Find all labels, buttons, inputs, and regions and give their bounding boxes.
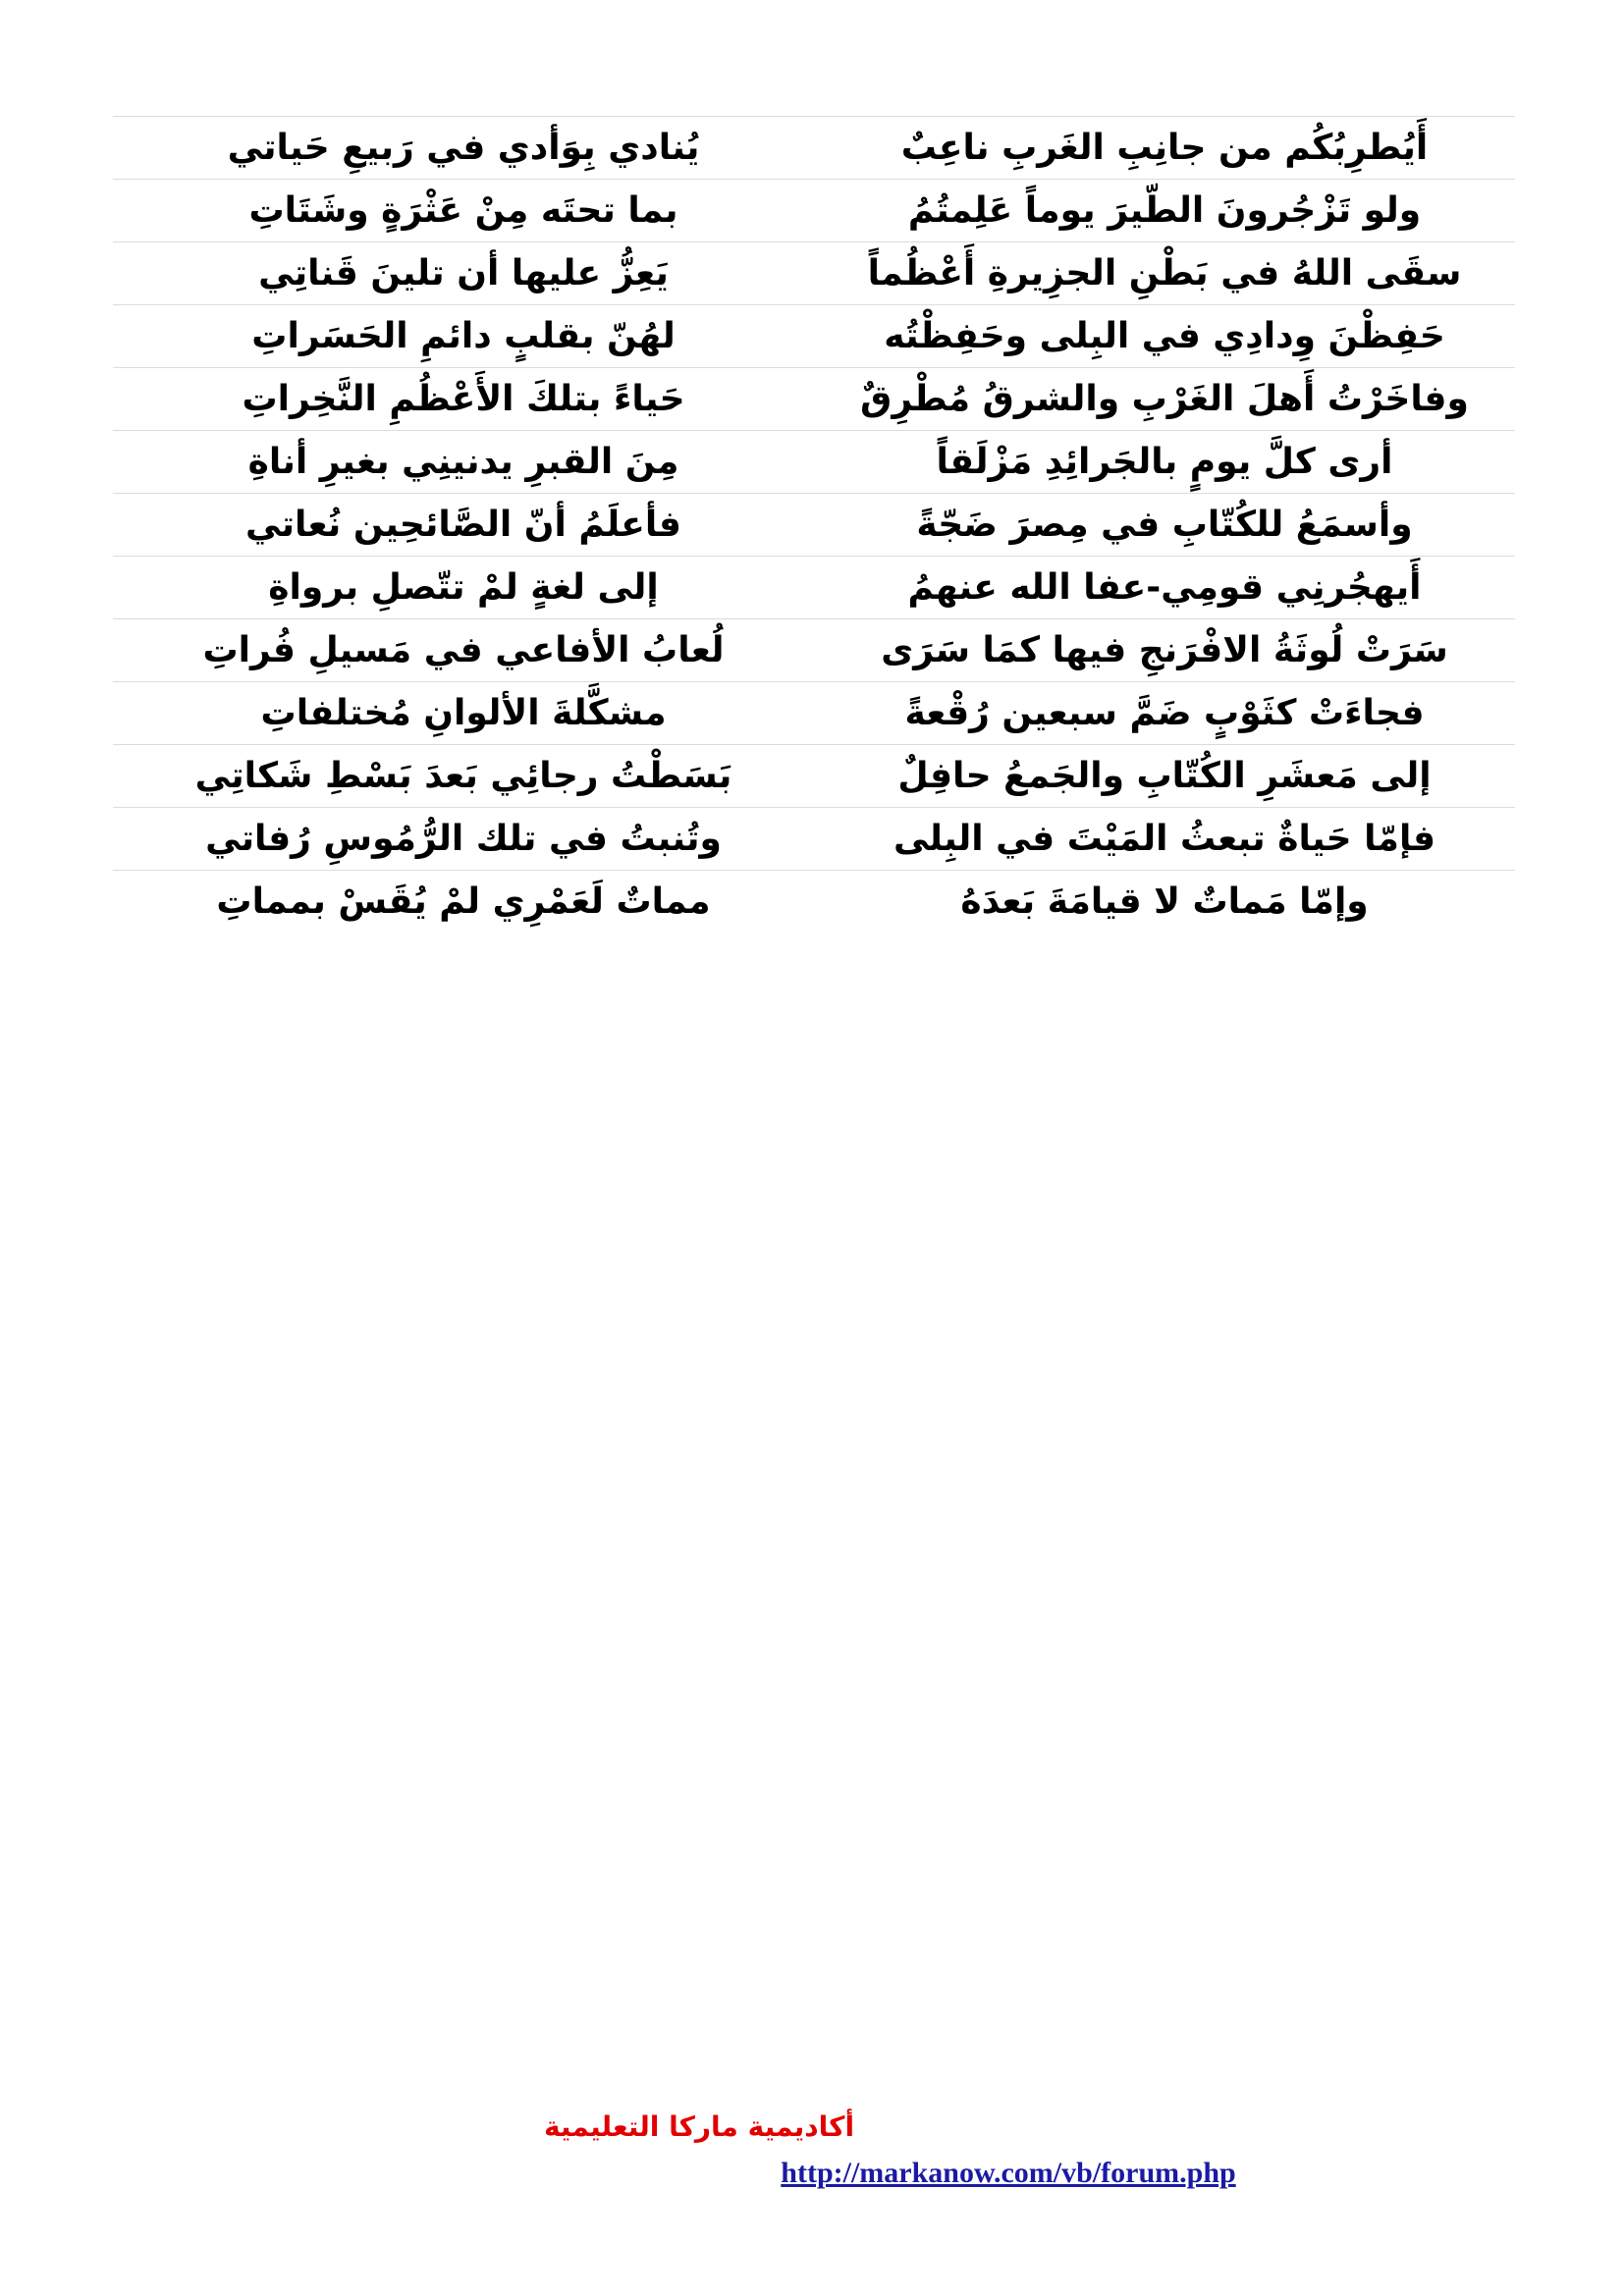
verse-row xyxy=(113,681,1515,744)
verse-row xyxy=(113,493,1515,556)
verse-first-hemistich: ولو تَزْجُرونَ الطّيرَ يوماً عَلِمتُمُ xyxy=(907,189,1422,231)
verse-row xyxy=(113,870,1515,933)
verse-first-hemistich: أَيهجُرنِي قومِي-عفا الله عنهمُ xyxy=(907,566,1422,608)
footer-link[interactable]: http://markanow.com/vb/forum.php xyxy=(781,2157,1236,2189)
verse-first-hemistich: وأسمَعُ للكُتّابِ في مِصرَ ضَجّةً xyxy=(916,504,1413,545)
verse-second-hemistich: يَعِزُّ عليها أن تلينَ قَناتِي xyxy=(258,252,669,294)
verse-row xyxy=(113,430,1515,493)
verse-first-hemistich: وإمّا مَماتٌ لا قيامَةَ بَعدَهُ xyxy=(960,881,1369,922)
verse-row xyxy=(113,807,1515,870)
verse-second-hemistich: لهُنّ بقلبٍ دائمِ الحَسَراتِ xyxy=(251,315,676,356)
verse-second-hemistich: فأعلَمُ أنّ الصَّائحِين نُعاتي xyxy=(245,504,681,545)
verse-second-hemistich: حَياءً بتلكَ الأَعْظُمِ النَّخِراتِ xyxy=(242,378,685,419)
verse-first-hemistich: سَرَتْ لُوثَةُ الافْرَنجِ فيها كمَا سَرَى xyxy=(881,629,1448,670)
footer-title: أكاديمية ماركا التعليمية xyxy=(543,2110,855,2143)
verse-second-hemistich: بما تحتَه مِنْ عَثْرَةٍ وشَتَاتِ xyxy=(248,189,678,231)
verse-second-hemistich: مِنَ القبرِ يدنينِي بغيرِ أناةِ xyxy=(247,441,679,482)
verse-first-hemistich: وفاخَرْتُ أَهلَ الغَرْبِ والشرقُ مُطْرِقٌ xyxy=(860,378,1469,419)
verse-row xyxy=(113,179,1515,241)
verse-second-hemistich: وتُنبتُ في تلك الرُّمُوسِ رُفاتي xyxy=(205,818,722,859)
verse-second-hemistich: بَسَطْتُ رجائِي بَعدَ بَسْطِ شَكاتِي xyxy=(194,755,732,796)
footer xyxy=(0,2110,1624,2190)
verse-second-hemistich: يُنادي بِوَأدي في رَبيعِ حَياتي xyxy=(227,127,700,168)
verse-second-hemistich: إلى لغةٍ لمْ تتّصلِ برواةِ xyxy=(268,566,659,608)
verse-first-hemistich: فجاءَتْ كثَوْبٍ ضَمَّ سبعين رُقْعةً xyxy=(904,692,1425,733)
poem-table xyxy=(113,116,1515,933)
verse-first-hemistich: إلى مَعشَرِ الكُتّابِ والجَمعُ حافِلٌ xyxy=(897,755,1432,796)
verse-row xyxy=(113,304,1515,367)
verse-row xyxy=(113,241,1515,304)
verse-row xyxy=(113,116,1515,179)
verse-first-hemistich: حَفِظْنَ وِدادِي في البِلى وحَفِظْتُه xyxy=(884,315,1445,356)
verse-first-hemistich: أرى كلَّ يومٍ بالجَرائِدِ مَزْلَقاً xyxy=(936,441,1393,482)
verse-first-hemistich: سقَى اللهُ في بَطْنِ الجزِيرةِ أَعْظُماً xyxy=(867,252,1462,294)
verse-row xyxy=(113,744,1515,807)
verse-row xyxy=(113,618,1515,681)
verse-row xyxy=(113,367,1515,430)
verse-row xyxy=(113,556,1515,618)
verse-second-hemistich: لُعابُ الأفاعي في مَسيلِ فُراتِ xyxy=(202,629,725,670)
verse-second-hemistich: مماتٌ لَعَمْرِي لمْ يُقَسْ بمماتِ xyxy=(216,881,711,922)
verse-first-hemistich: فإمّا حَياةٌ تبعثُ المَيْتَ في البِلى xyxy=(893,818,1436,859)
verse-first-hemistich: أَيُطرِبُكُم من جانِبِ الغَربِ ناعِبٌ xyxy=(900,127,1429,168)
verse-second-hemistich: مشكَّلةَ الألوانِ مُختلفاتِ xyxy=(260,692,667,733)
